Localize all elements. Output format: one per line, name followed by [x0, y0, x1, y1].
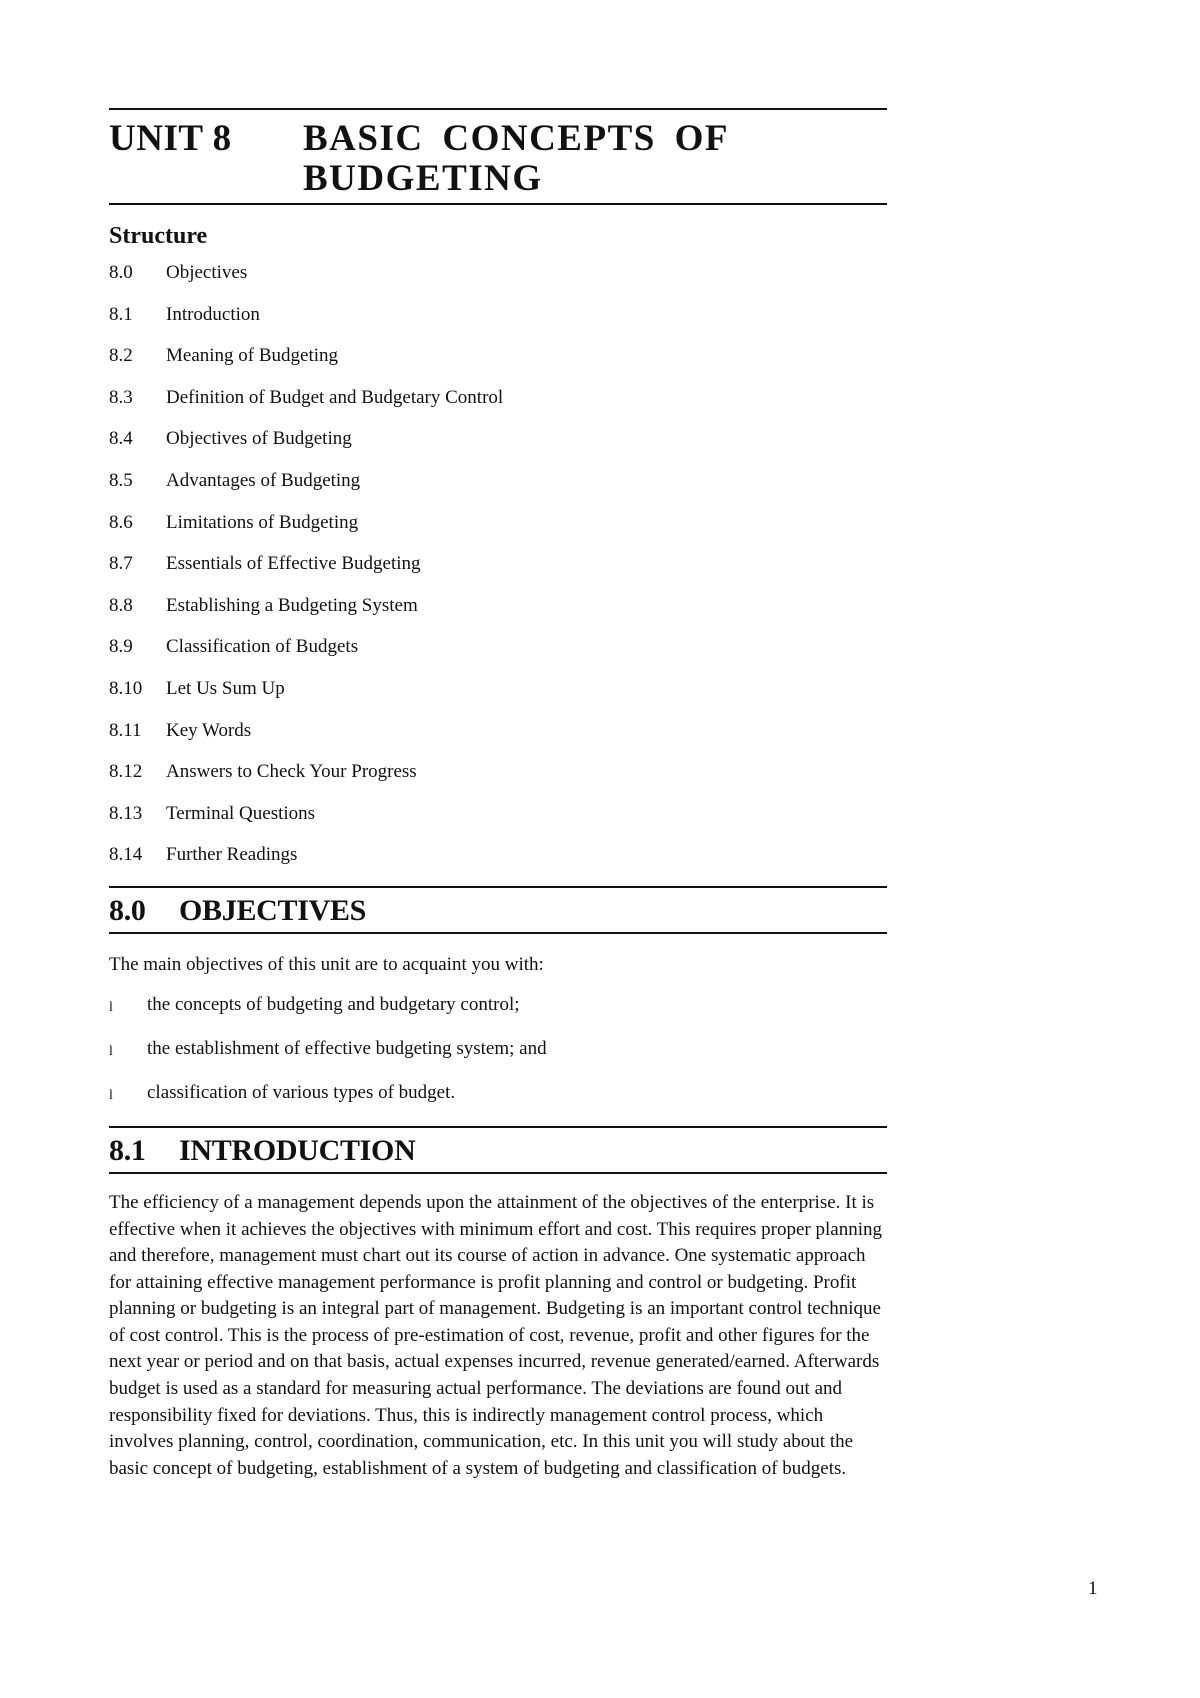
toc-number: 8.10	[109, 677, 143, 699]
toc-item	[109, 759, 887, 801]
toc-item	[109, 302, 887, 344]
introduction-number: 8.1	[109, 1133, 146, 1167]
toc-label: Further Readings	[166, 844, 298, 866]
toc-item	[109, 551, 887, 593]
toc-item	[109, 510, 887, 552]
toc-number: 8.9	[109, 636, 133, 658]
toc-item	[109, 468, 887, 510]
unit-bottom-rule	[109, 203, 887, 205]
toc-label: Objectives	[166, 262, 248, 283]
introduction-section	[109, 1126, 887, 1483]
objectives-heading	[109, 888, 887, 932]
toc-number: 8.11	[109, 719, 142, 741]
toc-label: Definition of Budget and Budgetary Control	[166, 386, 504, 408]
toc-label: Meaning of Budgeting	[166, 345, 339, 367]
toc-number: 8.4	[109, 428, 133, 450]
unit-header	[109, 110, 887, 203]
toc-label: Answers to Check Your Progress	[166, 761, 417, 783]
toc-label: Classification of Budgets	[166, 636, 359, 658]
toc-item	[109, 260, 887, 302]
toc-number: 8.8	[109, 594, 133, 616]
toc-number: 8.2	[109, 345, 133, 367]
objectives-bottom-rule	[109, 932, 887, 934]
toc-number: 8.0	[109, 262, 133, 283]
toc-number: 8.12	[109, 761, 143, 783]
toc-label: Key Words	[166, 719, 252, 741]
toc-item	[109, 801, 887, 843]
toc-label: Establishing a Budgeting System	[166, 594, 418, 616]
toc-number: 8.14	[109, 844, 143, 866]
objective-item	[109, 992, 887, 1036]
toc-number: 8.5	[109, 469, 133, 491]
toc-item	[109, 718, 887, 760]
bullet-icon: l	[109, 999, 113, 1015]
objective-text: the establishment of effective budgeting system; and	[147, 1037, 547, 1059]
objectives-number: 8.0	[109, 893, 146, 927]
toc-number: 8.7	[109, 553, 133, 575]
toc-label: Introduction	[166, 303, 260, 325]
objectives-list	[109, 992, 887, 1124]
unit-label: UNIT 8	[109, 118, 232, 159]
objective-item	[109, 1080, 887, 1124]
toc-label: Advantages of Budgeting	[166, 469, 361, 491]
toc-number: 8.3	[109, 386, 133, 408]
toc-number: 8.13	[109, 802, 143, 824]
toc-number: 8.1	[109, 303, 133, 325]
objective-text: the concepts of budgeting and budgetary control;	[147, 993, 520, 1015]
page-content	[109, 108, 887, 1482]
objective-item	[109, 1036, 887, 1080]
objectives-section	[109, 886, 887, 1124]
toc-item	[109, 426, 887, 468]
introduction-bottom-rule	[109, 1172, 887, 1174]
introduction-body: The efficiency of a management depends upon the attainment of the objectives of the enterprise. It is effective when it achieves the objectives with minimum effort and cost. This requires proper planning and therefore, management must chart out its course of action in advance. One systematic approach for attaining effective management performance is profit planning and control or budgeting. Profit planning or budgeting is an integral part of management. Budgeting is an important control technique of cost control. This is the process of pre-estimation of cost, revenue, profit and other figures for the next year or period and on that basis, actual expenses incurred, revenue generated/earned. Afterwards budget is used as a standard for measuring actual performance. The deviations are found out and responsibility fixed for deviations. Thus, this is indirectly management control process, which involves planning, control, coordination, communication, etc. In this unit you will study about the basic concept of budgeting, establishment of a system of budgeting and classification of budgets.	[109, 1191, 882, 1479]
toc-item	[109, 593, 887, 635]
bullet-icon: l	[109, 1043, 113, 1059]
toc-item	[109, 842, 887, 884]
objective-text: classification of various types of budget.	[147, 1081, 456, 1103]
toc-item	[109, 385, 887, 427]
structure-heading: Structure	[109, 223, 208, 249]
introduction-heading	[109, 1128, 887, 1172]
unit-title: BASIC CONCEPTS OF BUDGETING	[303, 118, 728, 199]
objectives-intro: The main objectives of this unit are to acquaint you with:	[109, 953, 544, 975]
toc-label: Objectives of Budgeting	[166, 428, 352, 450]
toc-item	[109, 634, 887, 676]
toc-item	[109, 343, 887, 385]
structure-list	[109, 260, 887, 884]
toc-label: Essentials of Effective Budgeting	[166, 553, 421, 575]
page-number: 1	[1088, 1578, 1098, 1599]
toc-number: 8.6	[109, 511, 133, 533]
toc-label: Terminal Questions	[166, 802, 316, 824]
toc-item	[109, 676, 887, 718]
toc-label: Limitations of Budgeting	[166, 511, 359, 533]
toc-label: Let Us Sum Up	[166, 677, 285, 699]
objectives-title: OBJECTIVES	[179, 893, 367, 927]
introduction-title: INTRODUCTION	[179, 1133, 416, 1167]
bullet-icon: l	[109, 1087, 113, 1103]
